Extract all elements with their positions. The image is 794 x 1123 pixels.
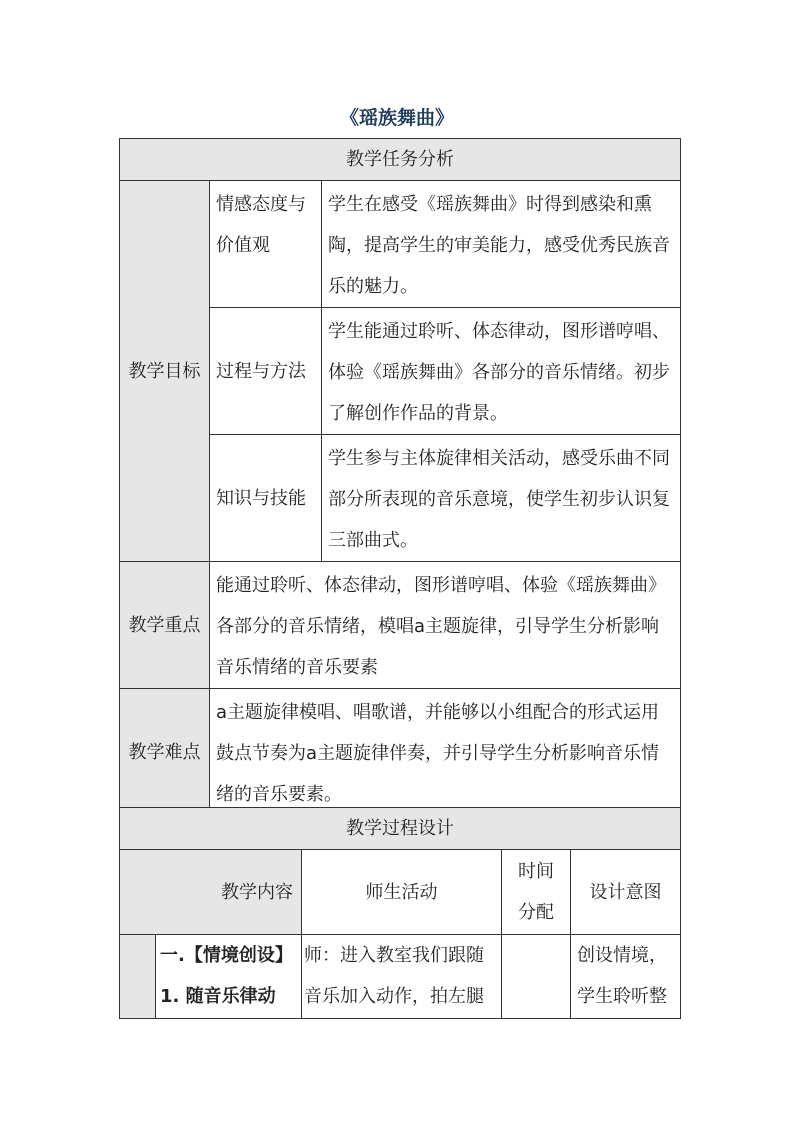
column-header-activity: 师生活动	[302, 850, 502, 935]
column-header-time: 时间分配	[502, 850, 571, 935]
process-design-table	[119, 807, 681, 1019]
key-label: 教学重点	[120, 562, 210, 689]
key-text: 能通过聆听、体态律动，图形谱哼唱、体验《瑶族舞曲》各部分的音乐情绪，模唱a主题旋律，引导学生分析影响音乐情绪的音乐要素	[210, 562, 681, 689]
section-header-task-analysis: 教学任务分析	[120, 139, 681, 181]
section-header-process-design: 教学过程设计	[120, 808, 681, 850]
row-marker	[120, 935, 156, 1019]
goal-desc-process: 学生能通过聆听、体态律动，图形谱哼唱、体验《瑶族舞曲》各部分的音乐情绪。初步了解创作作品的背景。	[322, 308, 681, 435]
intent-cell: 创设情境，学生聆听整	[571, 935, 681, 1019]
task-analysis-table	[119, 138, 681, 816]
content-line-1: 一.【情境创设】	[160, 945, 293, 966]
goal-desc-knowledge: 学生参与主体旋律相关活动，感受乐曲不同部分所表现的音乐意境，使学生初步认识复三部曲式。	[322, 435, 681, 562]
activity-cell: 师：进入教室我们跟随音乐加入动作，拍左腿	[302, 935, 502, 1019]
column-header-intent: 设计意图	[571, 850, 681, 935]
document-title: 《瑶族舞曲》	[339, 107, 454, 129]
time-cell	[502, 935, 571, 1019]
goal-name-process: 过程与方法	[210, 308, 322, 435]
content-cell	[156, 935, 302, 1019]
goal-name-emotion: 情感态度与价值观	[210, 181, 322, 308]
difficulty-label: 教学难点	[120, 689, 210, 816]
difficulty-text: a主题旋律模唱、唱歌谱，并能够以小组配合的形式运用鼓点节奏为a主题旋律伴奏，并引导学生分析影响音乐情绪的音乐要素。	[210, 689, 681, 816]
goal-label: 教学目标	[120, 181, 210, 562]
goal-name-knowledge: 知识与技能	[210, 435, 322, 562]
content-line-2: 1. 随音乐律动	[160, 986, 276, 1007]
column-header-content: 教学内容	[120, 850, 302, 935]
goal-desc-emotion: 学生在感受《瑶族舞曲》时得到感染和熏陶，提高学生的审美能力，感受优秀民族音乐的魅力。	[322, 181, 681, 308]
